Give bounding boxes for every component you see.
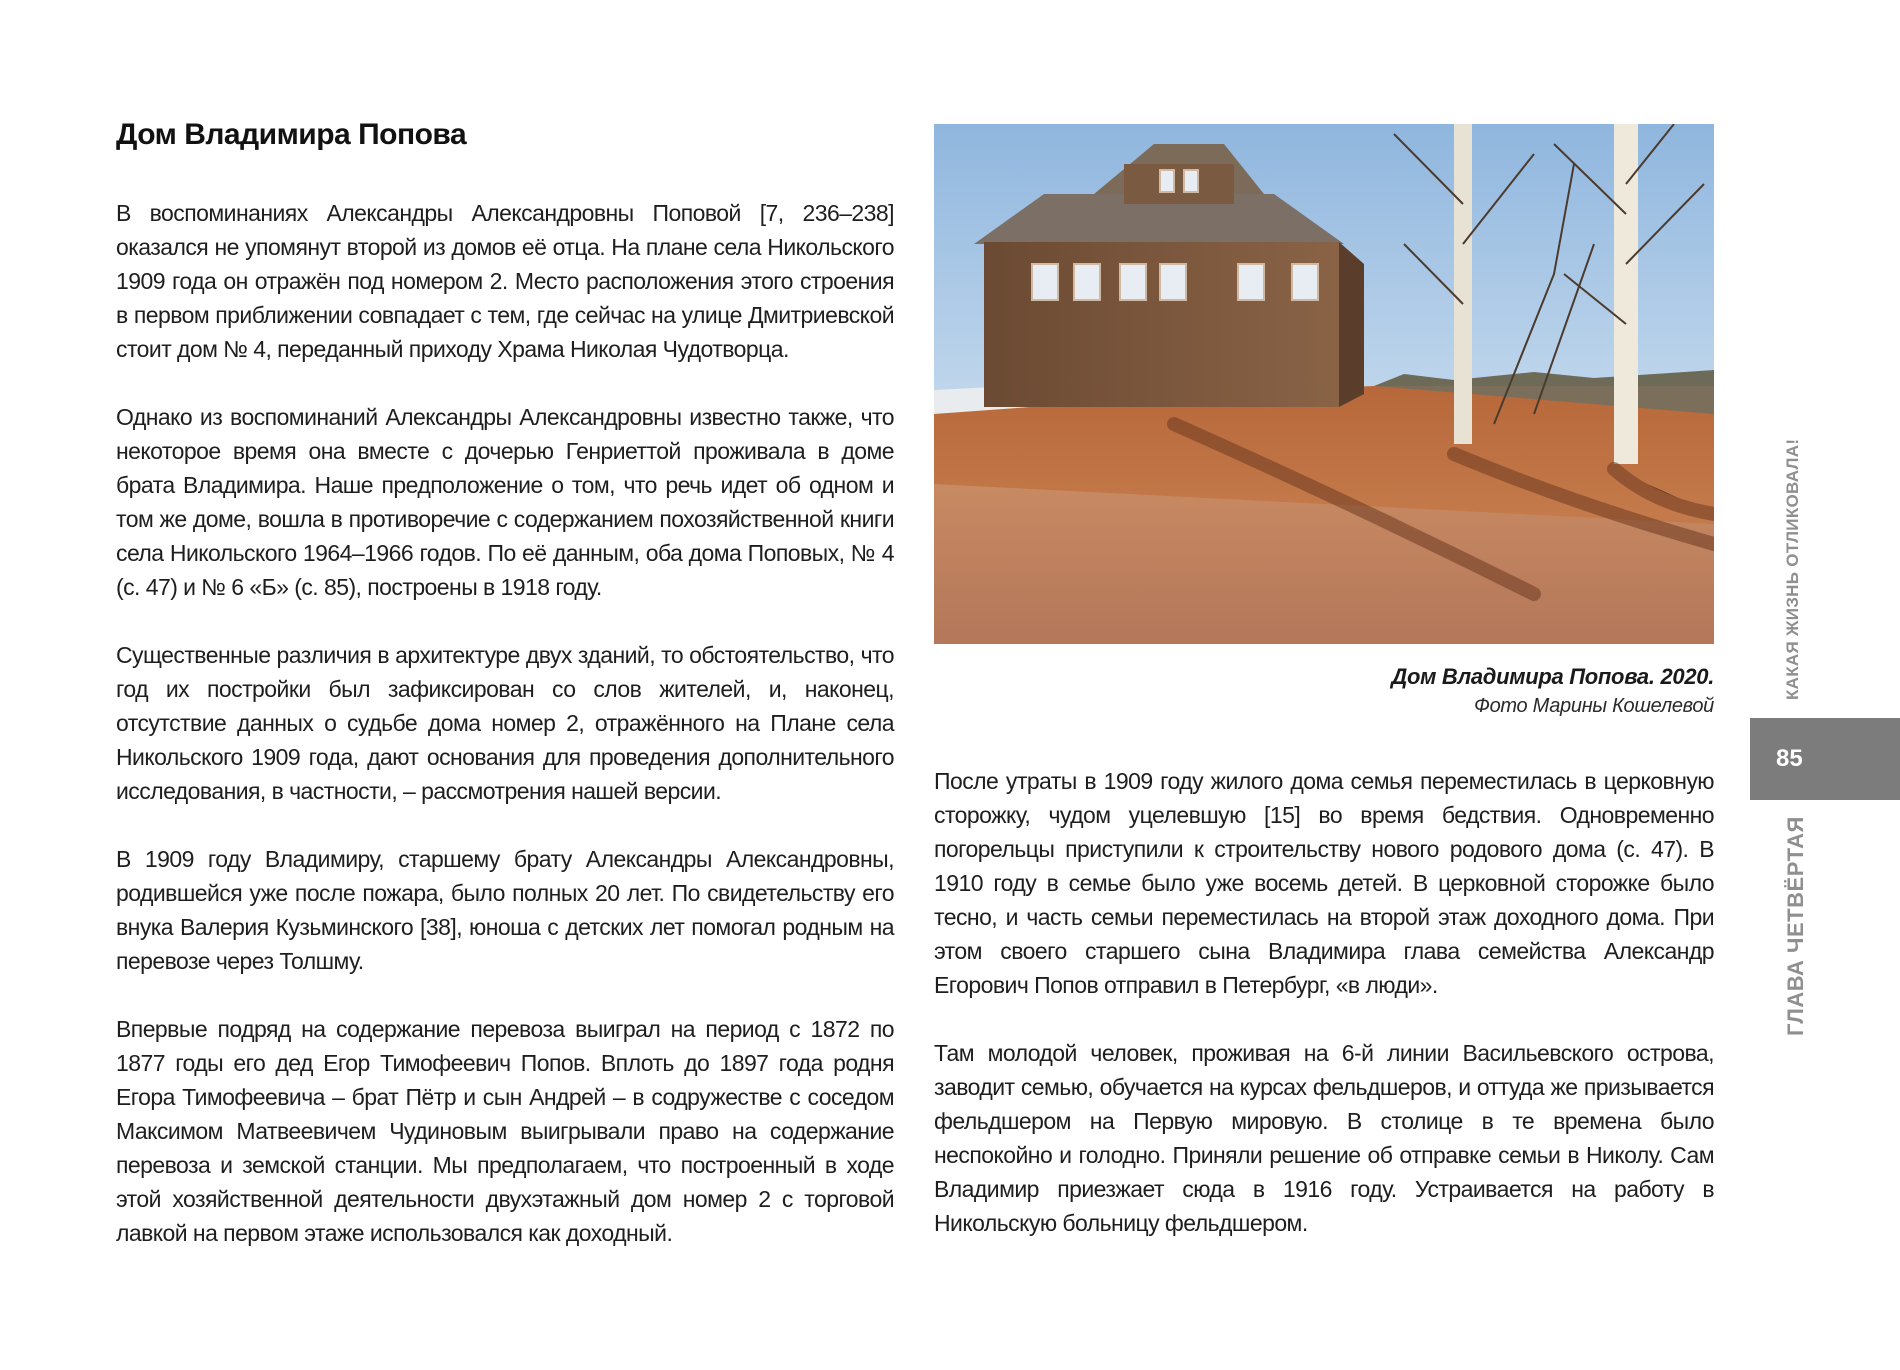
page-title: Дом Владимира Попова — [116, 118, 467, 151]
paragraph: В воспоминаниях Александры Александровны Поповой [7, 236–238] оказался не упомянут второй из домов её отца. На плане села Никольского 1909 года он отражён под номером 2. Место расположения этого строения в первом приближении совпадает с тем, где сейчас на улице Дмитриевской стоит дом № 4, переданный приходу Храма Николая Чудотворца. — [116, 200, 894, 362]
paragraph: Однако из воспоминаний Александры Александровны известно также, что некоторое время она вместе с дочерью Генриеттой проживала в доме брата Владимира. Наше предположение о том, что речь идет об одном и том же доме, вошла в противоречие с содержанием похозяйственной книги села Никольского 1964–1966 годов. По её данным, оба дома Поповых, № 4 (с. 47) и № 6 «Б» (с. 85), построены в 1918 году. — [116, 404, 894, 600]
paragraph: Впервые подряд на содержание перевоза выиграл на период с 1872 по 1877 годы его дед Егор Тимофеевич Попов. Вплоть до 1897 года родня Егора Тимофеевича – брат Пётр и сын Андрей – в содружестве с соседом Максимом Матвеевичем Чудиновым выигрывали право на содержание перевоза и земской станции. Мы предполагаем, что построенный в ходе этой хозяйственной деятельности двухэтажный дом номер 2 с торговой лавкой на первом этаже использовался как доходный. — [116, 1016, 894, 1246]
right-column — [934, 764, 1714, 1274]
chapter-label-vertical: ГЛАВА ЧЕТВЁРТАЯ — [1783, 816, 1808, 1036]
photo-caption — [934, 662, 1714, 720]
page-number: 85 — [1750, 718, 1900, 800]
paragraph: После утраты в 1909 году жилого дома семья переместилась в церковную сторожку, чудом уцелевшую [15] во время бедствия. Одновременно погорельцы приступили к строительству нового родового дома (с. 47). В 1910 году в семье было уже восемь детей. В церковной сторожке было тесно, и часть семьи переместилась на второй этаж доходного дома. При этом своего старшего сына Владимира глава семейства Александр Егорович Попов отправил в Петербург, «в люди». — [934, 768, 1714, 998]
left-column — [116, 196, 894, 1284]
caption-title: Дом Владимира Попова. 2020. — [1391, 664, 1714, 689]
house-photo — [934, 124, 1714, 644]
paragraph: Там молодой человек, проживая на 6-й линии Васильевского острова, заводит семью, обучается на курсах фельдшеров, и оттуда же призывается фельдшером на Первую мировую. В столице в те времена было неспокойно и голодно. Приняли решение об отправке семьи в Николу. Сам Владимир приезжает сюда в 1916 году. Устраивается на работу в Никольскую больницу фельдшером. — [934, 1040, 1714, 1236]
paragraph: Существенные различия в архитектуре двух зданий, то обстоятельство, что год их постройки был зафиксирован со слов жителей, и, наконец, отсутствие данных о судьбе дома номер 2, отражённого на Плане села Никольского 1909 года, дают основания для проведения дополнительного исследования, в частности, – рассмотрения нашей версии. — [116, 642, 894, 804]
book-title-vertical: КАКАЯ ЖИЗНЬ ОТЛИКОВАЛА! — [1783, 438, 1802, 700]
caption-credit: Фото Марины Кошелевой — [1474, 695, 1714, 717]
paragraph: В 1909 году Владимиру, старшему брату Александры Александровны, родившейся уже после пожара, было полных 20 лет. По свидетельству его внука Валерия Кузьминского [38], юноша с детских лет помогал родным на перевозе через Толшму. — [116, 846, 894, 974]
